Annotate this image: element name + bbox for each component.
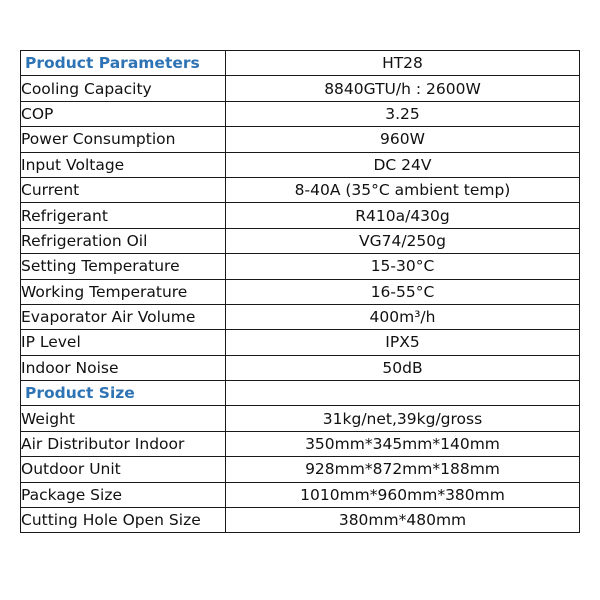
- parameter-label: Input Voltage: [21, 152, 226, 177]
- parameter-label: Air Distributor Indoor: [21, 431, 226, 456]
- table-row: [21, 152, 580, 177]
- section-header-row: [21, 51, 580, 76]
- parameter-label: Power Consumption: [21, 127, 226, 152]
- table-row: [21, 482, 580, 507]
- table-row: [21, 279, 580, 304]
- spec-table: [20, 50, 580, 533]
- parameter-value: 928mm*872mm*188mm: [226, 457, 580, 482]
- table-row: [21, 101, 580, 126]
- table-row: [21, 203, 580, 228]
- parameter-label: Cutting Hole Open Size: [21, 508, 226, 533]
- parameter-label: IP Level: [21, 330, 226, 355]
- parameter-label: Weight: [21, 406, 226, 431]
- parameter-label: Package Size: [21, 482, 226, 507]
- parameter-value: 400m³/h: [226, 304, 580, 329]
- parameter-label: Cooling Capacity: [21, 76, 226, 101]
- table-row: [21, 508, 580, 533]
- parameter-value: 15-30°C: [226, 254, 580, 279]
- section-title: Product Parameters: [21, 51, 226, 76]
- table-row: [21, 457, 580, 482]
- table-row: [21, 228, 580, 253]
- parameter-label: Working Temperature: [21, 279, 226, 304]
- table-row: [21, 304, 580, 329]
- parameter-label: Refrigerant: [21, 203, 226, 228]
- parameter-value: 16-55°C: [226, 279, 580, 304]
- section-title: Product Size: [21, 381, 226, 406]
- parameter-label: Current: [21, 177, 226, 202]
- table-row: [21, 76, 580, 101]
- parameter-label: COP: [21, 101, 226, 126]
- table-row: [21, 330, 580, 355]
- parameter-value: VG74/250g: [226, 228, 580, 253]
- parameter-label: Evaporator Air Volume: [21, 304, 226, 329]
- parameter-label: Refrigeration Oil: [21, 228, 226, 253]
- parameter-value: 8-40A (35°C ambient temp): [226, 177, 580, 202]
- table-row: [21, 127, 580, 152]
- parameter-value: 31kg/net,39kg/gross: [226, 406, 580, 431]
- section-value: [226, 381, 580, 406]
- table-row: [21, 177, 580, 202]
- table-row: [21, 254, 580, 279]
- parameter-value: 3.25: [226, 101, 580, 126]
- parameter-value: 960W: [226, 127, 580, 152]
- parameter-value: 8840GTU/h : 2600W: [226, 76, 580, 101]
- table-row: [21, 355, 580, 380]
- parameter-label: Indoor Noise: [21, 355, 226, 380]
- parameter-value: 380mm*480mm: [226, 508, 580, 533]
- parameter-value: 350mm*345mm*140mm: [226, 431, 580, 456]
- table-row: [21, 406, 580, 431]
- table-row: [21, 431, 580, 456]
- parameter-label: Outdoor Unit: [21, 457, 226, 482]
- parameter-label: Setting Temperature: [21, 254, 226, 279]
- parameter-value: DC 24V: [226, 152, 580, 177]
- parameter-value: IPX5: [226, 330, 580, 355]
- parameter-value: R410a/430g: [226, 203, 580, 228]
- parameter-value: 50dB: [226, 355, 580, 380]
- spec-table-body: [21, 51, 580, 533]
- parameter-value: 1010mm*960mm*380mm: [226, 482, 580, 507]
- section-header-row: [21, 381, 580, 406]
- section-value: HT28: [226, 51, 580, 76]
